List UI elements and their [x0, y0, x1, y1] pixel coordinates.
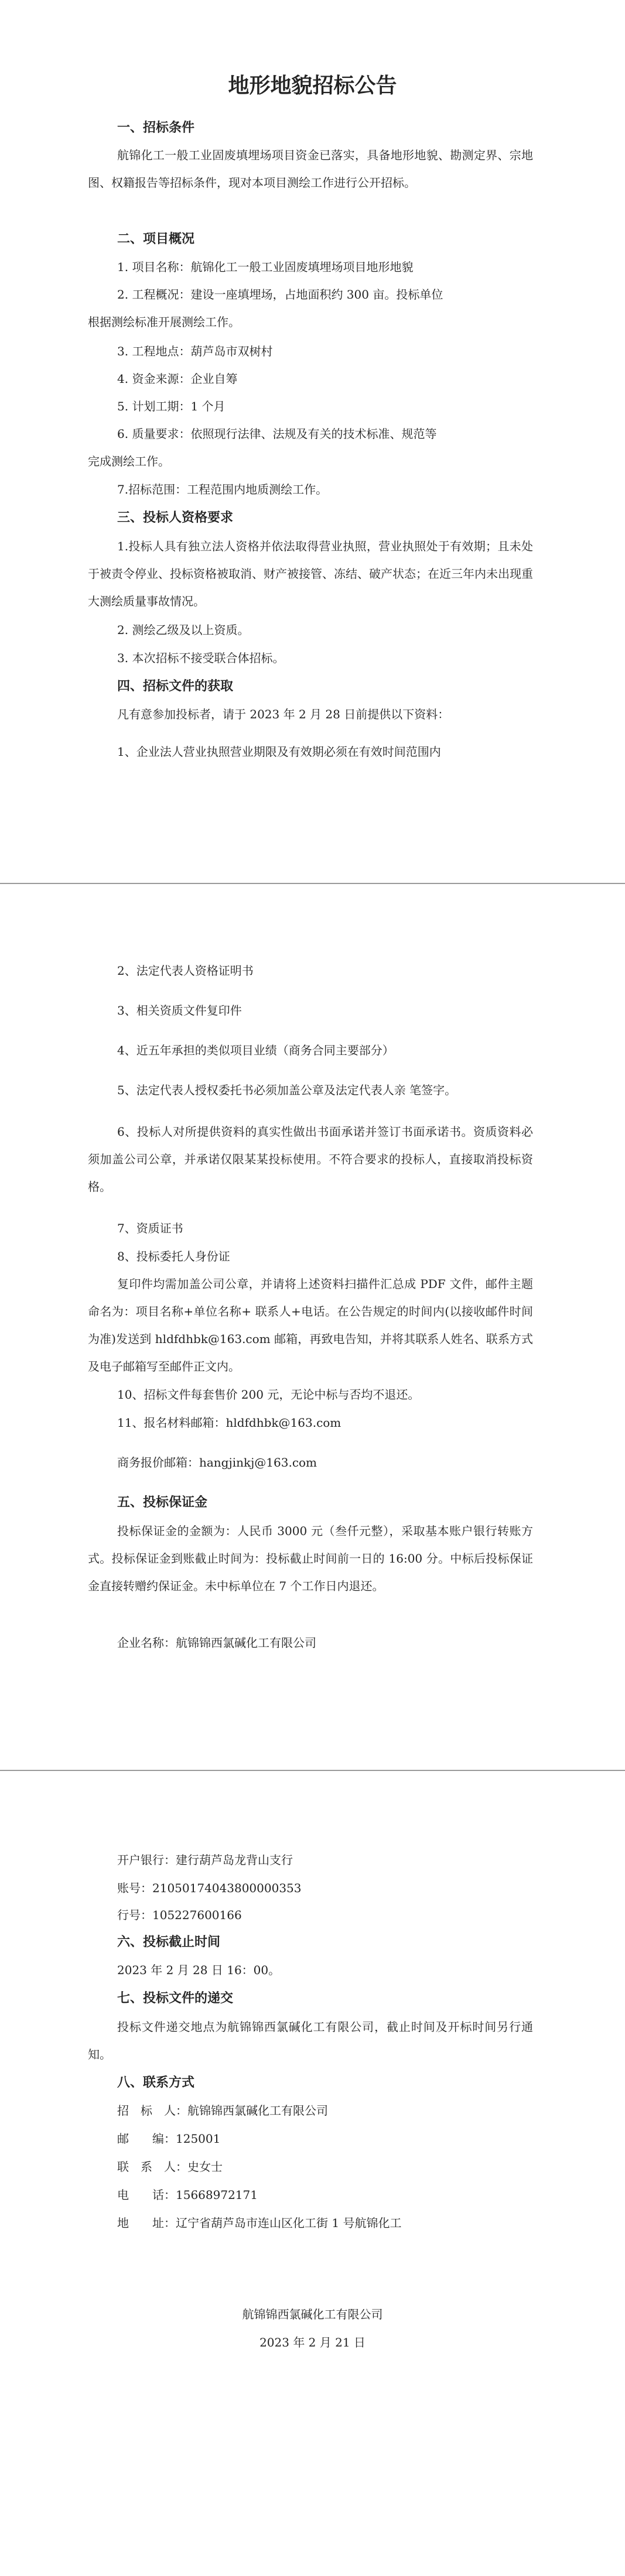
tender-scope: 7.招标范围：工程范围内地质测绘工作。 [117, 482, 328, 496]
contact-postcode: 邮 编：125001 [117, 2132, 221, 2146]
section-8-heading: 八、联系方式 [117, 2075, 195, 2090]
document-item-4: 4、近五年承担的类似项目业绩（商务合同主要部分） [117, 1043, 394, 1057]
page-1 [0, 0, 625, 878]
section-7-heading: 七、投标文件的递交 [117, 1991, 234, 2006]
project-overview: 2. 工程概况：建设一座填埋场，占地面积约 300 亩。投标单位 [117, 287, 443, 302]
bank-number: 行号：105227600166 [117, 1908, 242, 1922]
company-name: 企业名称：航锦锦西氯碱化工有限公司 [117, 1636, 316, 1650]
page-separator [0, 883, 625, 884]
document-fee: 10、招标文件每套售价 200 元，无论中标与否均不退还。 [117, 1388, 420, 1402]
section-1-paragraph: 航锦化工一般工业固废填埋场项目资金已落实，具备地形地貌、勘测定界、宗地图、权籍报告等招标条件，现对本项目测绘工作进行公开招标。 [88, 148, 533, 190]
document-item-7: 7、资质证书 [117, 1221, 183, 1235]
section-5-heading: 五、投标保证金 [117, 1495, 208, 1510]
deadline-text: 2023 年 2 月 28 日 16：00。 [117, 1963, 281, 1977]
page-2 [0, 885, 625, 1763]
submission-location: 投标文件递交地点为航锦锦西氯碱化工有限公司，截止时间及开标时间另行通知。 [88, 2020, 533, 2061]
deposit-paragraph: 投标保证金的金额为：人民币 3000 元（叁仟元整），采取基本账户银行转账方式。投标保证金到账截止时间为：投标截止时间前一日的 16:00 分。中标后投标保证金直接转赠约保证金。未中标单位在 7 个工作日内退还。 [88, 1524, 533, 1593]
contact-address: 地 址：辽宁省葫芦岛市连山区化工街 1 号航锦化工 [117, 2216, 402, 2230]
document-item-3: 3、相关资质文件复印件 [117, 1003, 242, 1018]
footer-company: 航锦锦西氯碱化工有限公司 [242, 2307, 383, 2321]
qualification-3: 3. 本次招标不接受联合体招标。 [117, 651, 285, 665]
document-item-2: 2、法定代表人资格证明书 [117, 964, 254, 978]
document-item-5: 5、法定代表人授权委托书必须加盖公章及法定代表人亲 笔签字。 [117, 1083, 457, 1097]
page-3 [0, 1772, 625, 2576]
section-2-heading: 二、项目概况 [117, 231, 195, 246]
project-location: 3. 工程地点：葫芦岛市双树村 [117, 344, 273, 358]
contact-tenderer: 招 标 人：航锦锦西氯碱化工有限公司 [117, 2104, 328, 2118]
section-3-heading: 三、投标人资格要求 [117, 510, 234, 525]
contact-phone: 电 话：15668972171 [117, 2188, 258, 2202]
qualification-1: 1.投标人具有独立法人资格并依法取得营业执照，营业执照处于有效期；且未处于被责令停业、投标资格被取消、财产被接管、冻结、破产状态；在近三年内未出现重大测绘质量事故情况。 [88, 539, 533, 608]
funding-source: 4. 资金来源：企业自筹 [117, 372, 238, 386]
planned-duration: 5. 计划工期：1 个月 [117, 399, 226, 413]
section-4-heading: 四、招标文件的获取 [117, 679, 234, 694]
contact-person: 联 系 人：史女士 [117, 2160, 223, 2174]
quality-requirement: 6. 质量要求：依照现行法律、法规及有关的技术标准、规范等 [117, 427, 437, 441]
footer-date: 2023 年 2 月 21 日 [259, 2335, 366, 2349]
project-overview-cont: 根据测绘标准开展测绘工作。 [88, 315, 240, 329]
document-item-1: 1、企业法人营业执照营业期限及有效期必须在有效时间范围内 [117, 745, 441, 759]
quality-requirement-cont: 完成测绘工作。 [88, 454, 170, 468]
quotation-email: 商务报价邮箱：hangjinkj@163.com [117, 1455, 317, 1469]
bank-account: 账号：21050174043800000353 [117, 1881, 302, 1895]
section-6-heading: 六、投标截止时间 [117, 1934, 221, 1950]
submission-instructions: 复印件均需加盖公司公章，并请将上述资料扫描件汇总成 PDF 文件，邮件主题命名为：项目名称+单位名称+ 联系人+电话。在公告规定的时间内(以接收邮件时间为准)发送到 hldfdhbk@163.com 邮箱，再致电告知，并将其联系人姓名、联系方式及电子邮箱写至邮件正文内。 [88, 1277, 533, 1373]
page-title: 地形地貌招标公告 [228, 74, 397, 98]
bank-name: 开户银行：建行葫芦岛龙背山支行 [117, 1853, 293, 1867]
section-4-intro: 凡有意参加投标者，请于 2023 年 2 月 28 日前提供以下资料： [117, 707, 450, 721]
document-item-6: 6、投标人对所提供资料的真实性做出书面承诺并签订书面承诺书。资质资料必须加盖公司公章，并承诺仅限某某投标使用。不符合要求的投标人，直接取消投标资格。 [88, 1125, 533, 1194]
section-1-heading: 一、招标条件 [117, 120, 195, 135]
project-name: 1. 项目名称：航锦化工一般工业固废填埋场项目地形地貌 [117, 260, 414, 274]
qualification-2: 2. 测绘乙级及以上资质。 [117, 623, 250, 637]
document-item-8: 8、投标委托人身份证 [117, 1249, 230, 1263]
page-separator [0, 1770, 625, 1771]
registration-email: 11、报名材料邮箱：hldfdhbk@163.com [117, 1416, 341, 1430]
